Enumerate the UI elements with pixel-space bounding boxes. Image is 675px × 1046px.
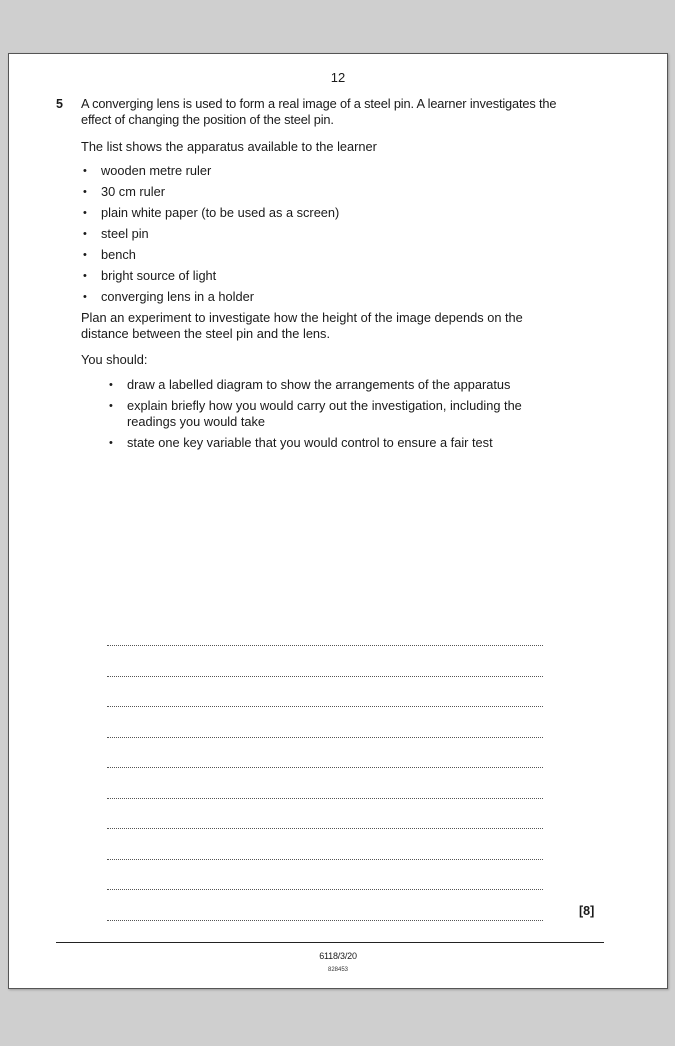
answer-line[interactable]	[107, 644, 543, 646]
answer-area[interactable]	[107, 644, 543, 949]
paper-code: 6118/3/20	[319, 951, 357, 961]
list-item	[81, 226, 563, 247]
task-item-label: draw a labelled diagram to show the arrangements of the apparatus	[127, 377, 511, 392]
answer-line[interactable]	[107, 766, 543, 768]
exam-page	[8, 53, 668, 989]
bullet-icon: •	[109, 437, 113, 449]
question-intro: A converging lens is used to form a real image of a steel pin. A learner investigates the effect of changing the position of the steel pin.	[81, 96, 557, 127]
answer-line[interactable]	[107, 888, 543, 890]
task-item-label: explain briefly how you would carry out the investigation, including the readings you would take	[127, 398, 522, 429]
list-item	[107, 377, 563, 393]
bullet-icon: •	[109, 379, 113, 391]
bullet-icon: •	[83, 186, 87, 198]
apparatus-item-label: plain white paper (to be used as a screen)	[101, 205, 340, 220]
list-item	[81, 289, 563, 310]
question-number: 5	[56, 97, 63, 111]
plan-instruction: Plan an experiment to investigate how the height of the image depends on the distance between the steel pin and the lens.	[81, 310, 523, 341]
task-list	[81, 377, 563, 451]
apparatus-list-lead: The list shows the apparatus available to the learner	[81, 139, 377, 154]
answer-line[interactable]	[107, 736, 543, 738]
bullet-icon: •	[83, 207, 87, 219]
page-number: 12	[330, 70, 346, 85]
footer-divider	[56, 942, 604, 943]
question-body	[81, 96, 563, 456]
list-item	[107, 398, 563, 430]
bullet-icon: •	[109, 400, 113, 412]
apparatus-item-label: 30 cm ruler	[101, 184, 166, 199]
bullet-icon: •	[83, 270, 87, 282]
apparatus-item-label: steel pin	[101, 226, 149, 241]
answer-line[interactable]	[107, 705, 543, 707]
answer-line[interactable]	[107, 858, 543, 860]
marks-label: [8]	[579, 904, 595, 918]
apparatus-list	[81, 163, 563, 310]
answer-line[interactable]	[107, 919, 543, 921]
answer-line[interactable]	[107, 675, 543, 677]
list-item	[81, 247, 563, 268]
list-item	[81, 205, 563, 226]
you-should-label: You should:	[81, 352, 148, 367]
bullet-icon: •	[83, 165, 87, 177]
task-item-label: state one key variable that you would control to ensure a fair test	[127, 435, 493, 450]
bullet-icon: •	[83, 228, 87, 240]
bullet-icon: •	[83, 249, 87, 261]
apparatus-item-label: bench	[101, 247, 136, 262]
list-item	[81, 163, 563, 184]
apparatus-item-label: converging lens in a holder	[101, 289, 254, 304]
answer-line[interactable]	[107, 797, 543, 799]
list-item	[81, 184, 563, 205]
answer-line[interactable]	[107, 827, 543, 829]
list-item	[81, 268, 563, 289]
apparatus-item-label: wooden metre ruler	[101, 163, 212, 178]
paper-subcode: 828453	[327, 967, 349, 973]
list-item	[107, 435, 563, 451]
bullet-icon: •	[83, 291, 87, 303]
apparatus-item-label: bright source of light	[101, 268, 217, 283]
